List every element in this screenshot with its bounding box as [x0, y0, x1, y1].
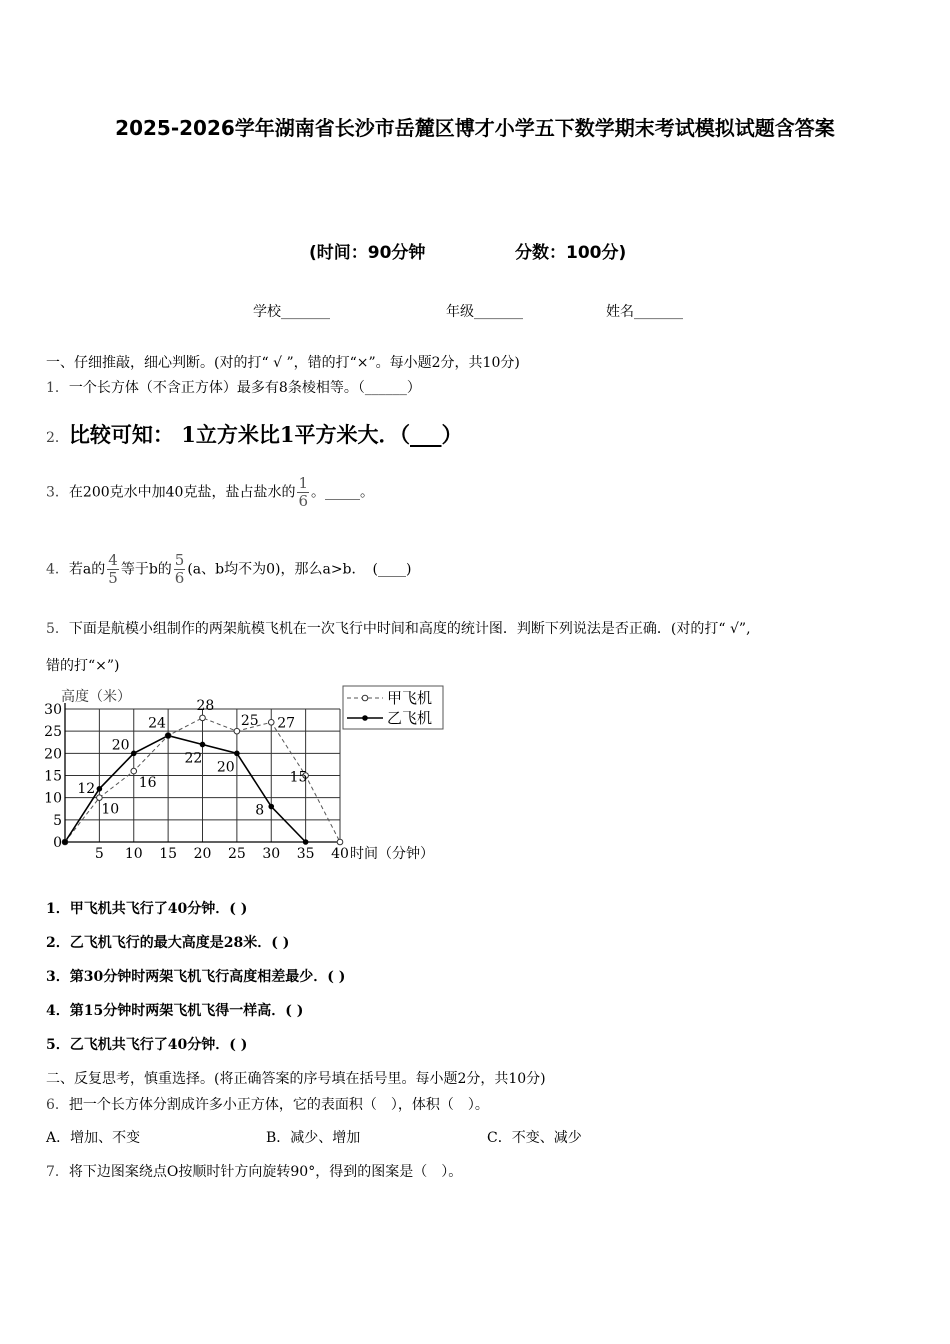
legend-marker-yi [362, 715, 368, 721]
x-axis-label: 时间（分钟） [350, 846, 434, 862]
x-tick-label: 20 [193, 846, 212, 862]
data-label: 25 [240, 713, 259, 730]
x-tick-label: 10 [124, 846, 143, 862]
legend-label-jia: 甲飞机 [387, 689, 433, 707]
data-point-yi [234, 751, 240, 757]
question-number: 5． [46, 621, 69, 637]
legend-label-yi: 乙飞机 [387, 709, 433, 727]
question-number: 6． [46, 1097, 69, 1113]
question-text: 若a的 [68, 561, 106, 578]
question-number: 1． [46, 380, 69, 396]
data-label: 10 [101, 801, 120, 818]
data-point-jia [234, 728, 240, 734]
height-time-chart [40, 682, 460, 867]
y-tick-label: 15 [44, 768, 62, 785]
data-label: 24 [148, 715, 166, 732]
question-5-cont: 错的打“×”) [46, 658, 120, 674]
data-point-yi [62, 839, 68, 845]
question-4 [46, 553, 411, 586]
school-field: 学校_______ [253, 304, 330, 320]
x-tick-label: 25 [227, 846, 246, 862]
data-point-yi [303, 839, 309, 845]
page-title: 2025-2026学年湖南省长沙市岳麓区博才小学五下数学期末考试模拟试题含答案 [115, 116, 835, 140]
question-1 [46, 377, 421, 397]
question-5 [46, 618, 751, 638]
data-label: 20 [111, 737, 130, 754]
question-number: 2． [46, 430, 69, 446]
question-6 [46, 1094, 489, 1114]
data-point-yi [131, 751, 137, 757]
data-label: 20 [216, 759, 235, 776]
question-text-end: 。_____。 [311, 484, 375, 501]
x-tick-label: 5 [94, 846, 104, 862]
option-c[interactable]: C．不变、减少 [487, 1130, 582, 1146]
sub-question-5: 5．乙飞机共飞行了40分钟．( ) [46, 1037, 248, 1053]
question-text: 将下边图案绕点O按顺时针方向旋转90°，得到的图案是（ ）。 [68, 1164, 463, 1180]
y-tick-label: 30 [44, 702, 62, 718]
sub-question-4: 4．第15分钟时两架飞机飞得一样高．( ) [46, 1003, 304, 1019]
data-label: 12 [77, 780, 96, 797]
data-point-jia [131, 768, 137, 774]
data-label: 8 [255, 802, 265, 819]
y-axis-label: 高度（米） [61, 689, 131, 705]
data-label: 15 [289, 769, 308, 786]
question-text: 在200克水中加40克盐，盐占盐水的 [68, 484, 296, 501]
fraction-a: $\frac{4}{5}$ [108, 551, 118, 587]
question-text-end: (a、b均不为0)，那么a>b． (____) [187, 561, 412, 578]
sub-question-3: 3．第30分钟时两架飞机飞行高度相差最少．( ) [46, 969, 346, 985]
fraction-b: $\frac{5}{6}$ [174, 551, 185, 587]
data-label: 27 [277, 715, 296, 732]
data-point-jia [200, 715, 206, 721]
y-tick-label: 10 [44, 790, 62, 807]
question-text: 把一个长方体分割成许多小正方体，它的表面积（ ），体积（ ）。 [68, 1097, 489, 1113]
section2-header: 二、反复思考，慎重选择。(将正确答案的序号填在括号里。每小题2分，共10分) [46, 1071, 546, 1087]
question-number: 7． [46, 1164, 69, 1180]
question-7 [46, 1161, 462, 1181]
section1-header: 一、仔细推敲，细心判断。(对的打“ √ ”，错的打“×”。每小题2分，共10分) [46, 355, 520, 371]
data-point-yi [97, 786, 103, 792]
data-label: 28 [196, 697, 215, 714]
exam-score: 分数：100分) [515, 243, 627, 263]
legend-marker-jia [362, 695, 368, 701]
question-text: 下面是航模小组制作的两架航模飞机在一次飞行中时间和高度的统计图．判断下列说法是否正确．(对的打“ √”, [68, 621, 751, 637]
question-text: 比较可知： 1立方米比1平方米大．（___） [68, 422, 463, 447]
option-a[interactable]: A．增加、不变 [46, 1130, 141, 1146]
x-tick-label: 35 [296, 846, 315, 862]
x-tick-label: 15 [159, 846, 178, 862]
name-field: 姓名_______ [606, 304, 683, 320]
exam-time: (时间：90分钟 [309, 243, 426, 263]
x-tick-label: 40 [331, 846, 349, 862]
question-number: 3． [46, 484, 69, 501]
data-point-yi [165, 733, 171, 739]
question-3 [46, 476, 374, 509]
y-tick-label: 25 [44, 724, 62, 741]
question-text: 一个长方体（不含正方体）最多有8条棱相等。（______） [68, 380, 421, 396]
option-b[interactable]: B．减少、增加 [266, 1130, 361, 1146]
sub-question-2: 2．乙飞机飞行的最大高度是28米．( ) [46, 935, 290, 951]
data-point-jia [97, 795, 103, 801]
y-tick-label: 5 [53, 812, 62, 829]
y-tick-label: 0 [53, 835, 62, 851]
grade-field: 年级_______ [446, 304, 523, 320]
question-2 [46, 419, 462, 449]
data-point-yi [268, 804, 274, 810]
question-number: 4． [46, 561, 69, 578]
data-point-jia [337, 839, 343, 845]
data-point-yi [200, 742, 206, 748]
data-label: 16 [138, 775, 157, 792]
sub-question-1: 1．甲飞机共飞行了40分钟．( ) [46, 901, 248, 917]
fraction: $\frac{1}{6}$ [298, 474, 309, 510]
y-tick-label: 20 [44, 746, 62, 763]
question-text-mid: 等于b的 [120, 561, 172, 578]
x-tick-label: 30 [262, 846, 281, 862]
data-label: 22 [184, 750, 203, 767]
data-point-jia [268, 720, 274, 726]
